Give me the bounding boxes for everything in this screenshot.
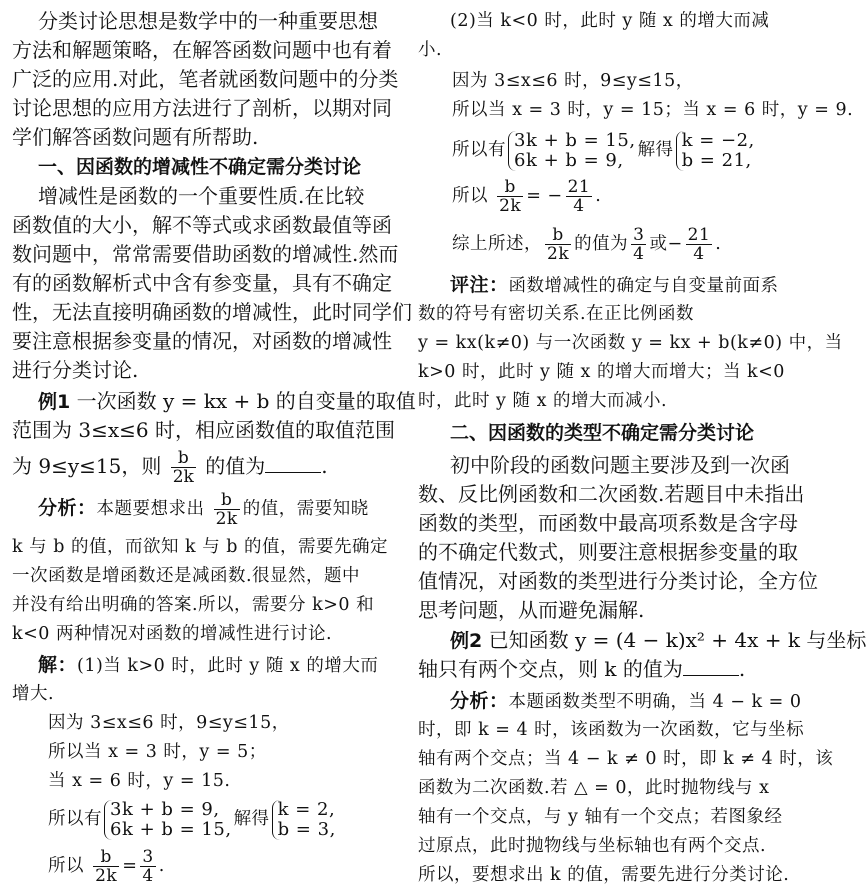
solution-line: 当 x = 6 时，y = 15. (48, 771, 231, 791)
section1-line: 函数值的大小，解不等式或求函数最值等函 (12, 213, 392, 237)
intro-line: 学们解答函数问题有所帮助. (12, 125, 259, 149)
section2-line: 数、反比例函数和二次函数.若题目中未指出 (418, 482, 805, 506)
equation-system: 3k + b = 9, 6k + b = 15, (104, 800, 232, 840)
fraction-value: $\frac{3}{4}$ (142, 847, 154, 886)
example1-line: 范围为 3≤x≤6 时，相应函数值的取值范围 (12, 418, 395, 442)
section-heading-1: 一、因函数的增减性不确定需分类讨论 (38, 156, 362, 178)
answer-blank (265, 454, 321, 473)
analysis-label: 分析： (38, 497, 97, 519)
section1-line: 数问题中，常常需要借助函数的增减性.然而 (12, 242, 399, 266)
example2-label: 例2 (450, 630, 483, 652)
section2-line: 函数的类型，而函数中最高项系数是含字母 (418, 511, 798, 535)
analysis-line: k 与 b 的值，而欲知 k 与 b 的值，需要先确定 (12, 537, 389, 557)
intro-line: 广泛的应用.对此，笔者就函数问题中的分类 (12, 67, 399, 91)
analysis2-line: 所以，要想求出 k 的值，需要先进行分类讨论. (418, 865, 790, 885)
example2-line: 例2 已知函数 y = (4 − k)x² + 4x + k 与坐标 (450, 628, 866, 652)
remark-line: k>0 时，此时 y 随 x 的增大而增大；当 k<0 (418, 362, 785, 382)
remark-line: 数的符号有密切关系.在正比例函数 (418, 304, 695, 324)
fraction-value: $\frac{3}{4}$ (633, 225, 645, 264)
equation-system: k = 2, b = 3, (272, 800, 336, 840)
solution-line (48, 797, 338, 841)
analysis-line: 并没有给出明确的答案.所以，需要分 k>0 和 (12, 595, 375, 615)
analysis2-line: 函数为二次函数.若 △ = 0，此时抛物线与 x (418, 778, 770, 798)
remark-label: 评注： (450, 274, 509, 296)
solution-line: 因为 3≤x≤6 时，9≤y≤15， (48, 713, 290, 733)
summary-line: 综上所述， $\frac{b}{2k}$ 的值为 $\frac{3}{4}$ 或− $\frac{21}{4}$ . (452, 225, 722, 264)
analysis2-line: 轴有两个交点；当 4 − k ≠ 0 时，即 k ≠ 4 时，该 (418, 749, 834, 769)
section2-line: 思考问题，从而避免漏解. (418, 598, 645, 622)
fraction-b-over-2k: $\frac{b}{2k}$ (547, 225, 570, 264)
solution-line: 增大. (12, 684, 55, 704)
section1-line: 进行分类讨论. (12, 358, 139, 382)
fraction-value: $\frac{21}{4}$ (687, 225, 711, 264)
case2-line: 所以有 3k + b = 15, 6k + b = 9, 解得 k = −2, b = 21, (452, 129, 755, 171)
fraction-b-over-2k: $\frac{b}{2k}$ (95, 847, 118, 886)
intro-line: 方法和解题策略，在解答函数问题中也有着 (12, 38, 392, 62)
intro-line: 分类讨论思想是数学中的一种重要思想 (38, 9, 378, 33)
fraction-b-over-2k: $\frac{b}{2k}$ (499, 177, 522, 216)
case2-line: 小. (418, 40, 443, 60)
analysis-text: 本题要想求出 (96, 499, 205, 519)
analysis-line: k<0 两种情况对函数的增减性进行讨论. (12, 624, 333, 644)
analysis2-line: 过原点，此时抛物线与坐标轴也有两个交点. (418, 836, 767, 856)
case2-line: (2)当 k<0 时，此时 y 随 x 的增大而减 (450, 11, 770, 31)
analysis-line: 一次函数是增函数还是减函数.很显然，题中 (12, 566, 361, 586)
analysis-line (38, 488, 369, 529)
example1-text: 一次函数 y = kx + b 的自变量的取值 (76, 389, 416, 413)
equation-system: k = −2, b = 21, (676, 131, 755, 171)
section1-line: 要注意根据参变量的情况，对函数的增减性 (12, 329, 392, 353)
fraction-b-over-2k: $\frac{b}{2k}$ (215, 490, 238, 529)
section1-line: 性，无法直接明确函数的增减性，此时同学们 (12, 300, 412, 324)
solution-line: 所以 $\frac{b}{2k}$ = $\frac{3}{4}$ . (48, 847, 165, 886)
solution-text: 解得 (233, 809, 270, 829)
case2-line: 因为 3≤x≤6 时，9≤y≤15， (452, 71, 694, 91)
example1-text: 为 9≤y≤15，则 (12, 454, 162, 478)
solution-text: 所以有 (48, 809, 102, 829)
solution-text: 所以 (48, 856, 84, 876)
solution-text: (1)当 k>0 时，此时 y 随 x 的增大而 (77, 656, 379, 676)
section1-line: 增减性是函数的一个重要性质.在比较 (38, 184, 365, 208)
example1-label: 例1 (38, 391, 71, 413)
intro-line: 讨论思想的应用方法进行了剖析，以期对同 (12, 96, 392, 120)
solution-line (38, 652, 378, 679)
equation-system: 3k + b = 15, 6k + b = 9, (508, 131, 636, 171)
remark-line: y = kx(k≠0) 与一次函数 y = kx + b(k≠0) 中，当 (418, 333, 843, 353)
fraction-value: $\frac{21}{4}$ (567, 177, 591, 216)
section2-line: 值情况，对函数的类型进行分类讨论，全方位 (418, 569, 818, 593)
fraction-b-over-2k: $\frac{b}{2k}$ (172, 448, 194, 487)
section1-line: 有的函数解析式中含有参变量，具有不确定 (12, 271, 392, 295)
remark-line: 时，此时 y 随 x 的增大而减小. (418, 391, 668, 411)
section2-line: 初中阶段的函数问题主要涉及到一次函 (450, 453, 790, 477)
section-heading-2: 二、因函数的类型不确定需分类讨论 (450, 422, 755, 444)
analysis2-line: 分析：本题函数类型不明确，当 4 − k = 0 (450, 690, 802, 712)
section2-line: 的不确定代数式，则要注意根据参变量的取 (418, 540, 798, 564)
answer-blank (683, 657, 739, 676)
example1-line (38, 388, 416, 415)
analysis-text: 的值，需要知晓 (242, 499, 369, 519)
example1-line: 为 9≤y≤15，则 $\frac{b}{2k}$ 的值为 . (12, 448, 328, 487)
case2-line: 所以 $\frac{b}{2k}$ = − $\frac{21}{4}$ . (452, 177, 602, 216)
solution-label: 解： (38, 654, 78, 676)
analysis2-label: 分析： (450, 690, 509, 712)
remark-line: 评注：函数增减性的确定与自变量前面系 (450, 274, 779, 296)
example2-line: 轴只有两个交点，则 k 的值为 . (418, 657, 746, 681)
solution-line: 所以当 x = 3 时，y = 5； (48, 742, 267, 762)
analysis2-line: 时，即 k = 4 时，该函数为一次函数，它与坐标 (418, 720, 805, 740)
case2-line: 所以当 x = 3 时，y = 15；当 x = 6 时，y = 9. (452, 100, 854, 120)
analysis2-line: 轴有一个交点，与 y 轴有一个交点；若图象经 (418, 807, 783, 827)
example1-text: 的值为 (205, 454, 266, 478)
